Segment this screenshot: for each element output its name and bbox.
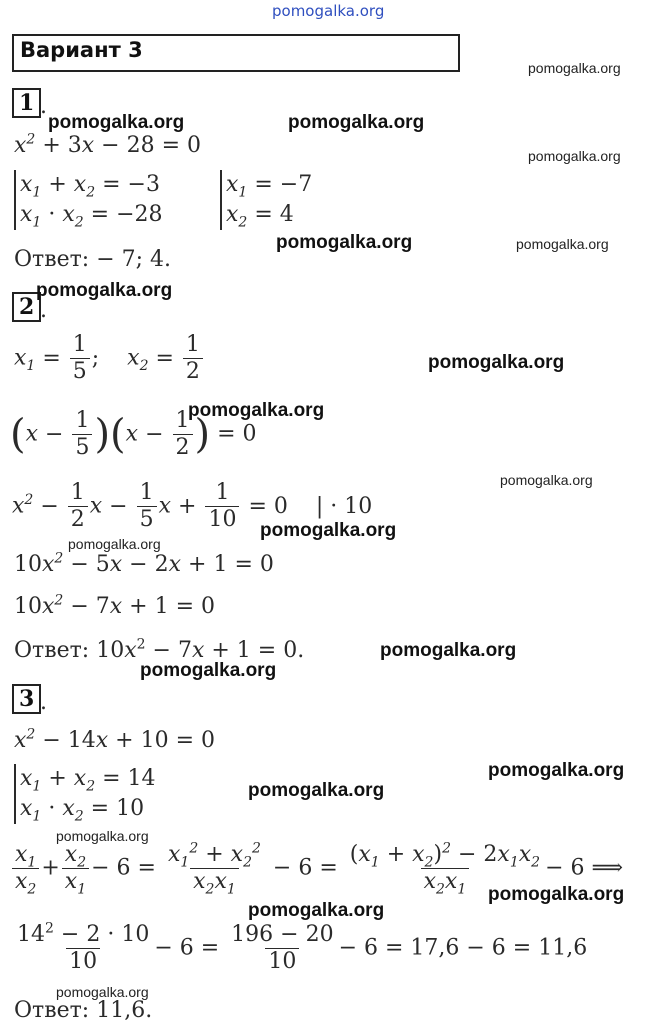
answer-2: Ответ: $10x^2 - 7x + 1 = 0$. bbox=[14, 636, 305, 663]
watermark: pomogalka.org bbox=[260, 520, 397, 541]
watermark: pomogalka.org bbox=[140, 660, 277, 681]
variant-title: Вариант 3 bbox=[20, 38, 143, 62]
watermark: pomogalka.org bbox=[48, 112, 185, 133]
watermark: pomogalka.org bbox=[248, 780, 385, 801]
watermark: pomogalka.org bbox=[248, 900, 385, 921]
watermark: pomogalka.org bbox=[528, 148, 621, 164]
watermark: pomogalka.org bbox=[276, 232, 413, 253]
vieta-system: $x_1 + x_2 = -3$ $x_1 \cdot x_2 = -28$ bbox=[14, 170, 163, 230]
roots: $x_1$ = $\frac{1}{5}$ ; $x_2$ = $\frac{1}{2}$ bbox=[14, 332, 205, 385]
equation: $10x^2 - 5x - 2x + 1 = 0$ bbox=[14, 550, 274, 577]
watermark: pomogalka.org bbox=[56, 828, 149, 844]
sum-expression: $\frac{x_1}{x_2}$ + $\frac{x_2}{x_1}$ − 6 = $\frac{x_1^2 + x_2^2}{x_2x_1}$ − 6 = $\frac{(x_1 + x_2)^2 - 2x_1x_2}{x_2x_1}$ − 6 ⟹ bbox=[10, 842, 623, 895]
watermark: pomogalka.org bbox=[68, 536, 161, 552]
watermark: pomogalka.org bbox=[56, 984, 149, 1000]
answer-3: Ответ: 11,6. bbox=[14, 998, 153, 1023]
calculation: $\frac{14^2 - 2 \cdot 10}{10}$ − 6 = $\frac{196 - 20}{10}$ − 6 = 17,6 − 6 = 11,6 bbox=[17, 920, 588, 974]
dot: . bbox=[40, 690, 47, 715]
answer-1: Ответ: − 7; 4. bbox=[14, 247, 172, 272]
watermark: pomogalka.org bbox=[36, 280, 173, 301]
watermark: pomogalka.org bbox=[516, 236, 609, 252]
task-number: 3 bbox=[12, 684, 41, 714]
dot: . bbox=[40, 94, 47, 119]
watermark: pomogalka.org bbox=[272, 2, 385, 20]
roots-system: $x_1 = -7$ $x_2 = 4$ bbox=[220, 170, 312, 230]
factored-form: (x − $\frac{1}{5}$ )(x − $\frac{1}{2}$ ) = 0 bbox=[10, 408, 257, 460]
watermark: pomogalka.org bbox=[500, 472, 593, 488]
vieta-system: $x_1 + x_2 = 14$ $x_1 \cdot x_2 = 10$ bbox=[14, 764, 156, 824]
expanded-form: $x^2$ − $\frac{1}{2}$ x − $\frac{1}{5}$ x + $\frac{1}{10}$ = 0 | · 10 bbox=[12, 480, 373, 532]
dot: . bbox=[40, 298, 47, 323]
task-number: 1 bbox=[12, 88, 41, 118]
watermark: pomogalka.org bbox=[428, 352, 565, 373]
equation: $10x^2 - 7x + 1 = 0$ bbox=[14, 592, 216, 619]
equation: $x^2 + 3x - 28 = 0$ bbox=[14, 131, 202, 158]
equation: $x^2 - 14x + 10 = 0$ bbox=[14, 726, 216, 753]
watermark: pomogalka.org bbox=[188, 400, 325, 421]
watermark: pomogalka.org bbox=[528, 60, 621, 76]
watermark: pomogalka.org bbox=[288, 112, 425, 133]
watermark: pomogalka.org bbox=[380, 640, 517, 661]
watermark: pomogalka.org bbox=[488, 884, 625, 905]
watermark: pomogalka.org bbox=[488, 760, 625, 781]
task-number: 2 bbox=[12, 292, 41, 322]
